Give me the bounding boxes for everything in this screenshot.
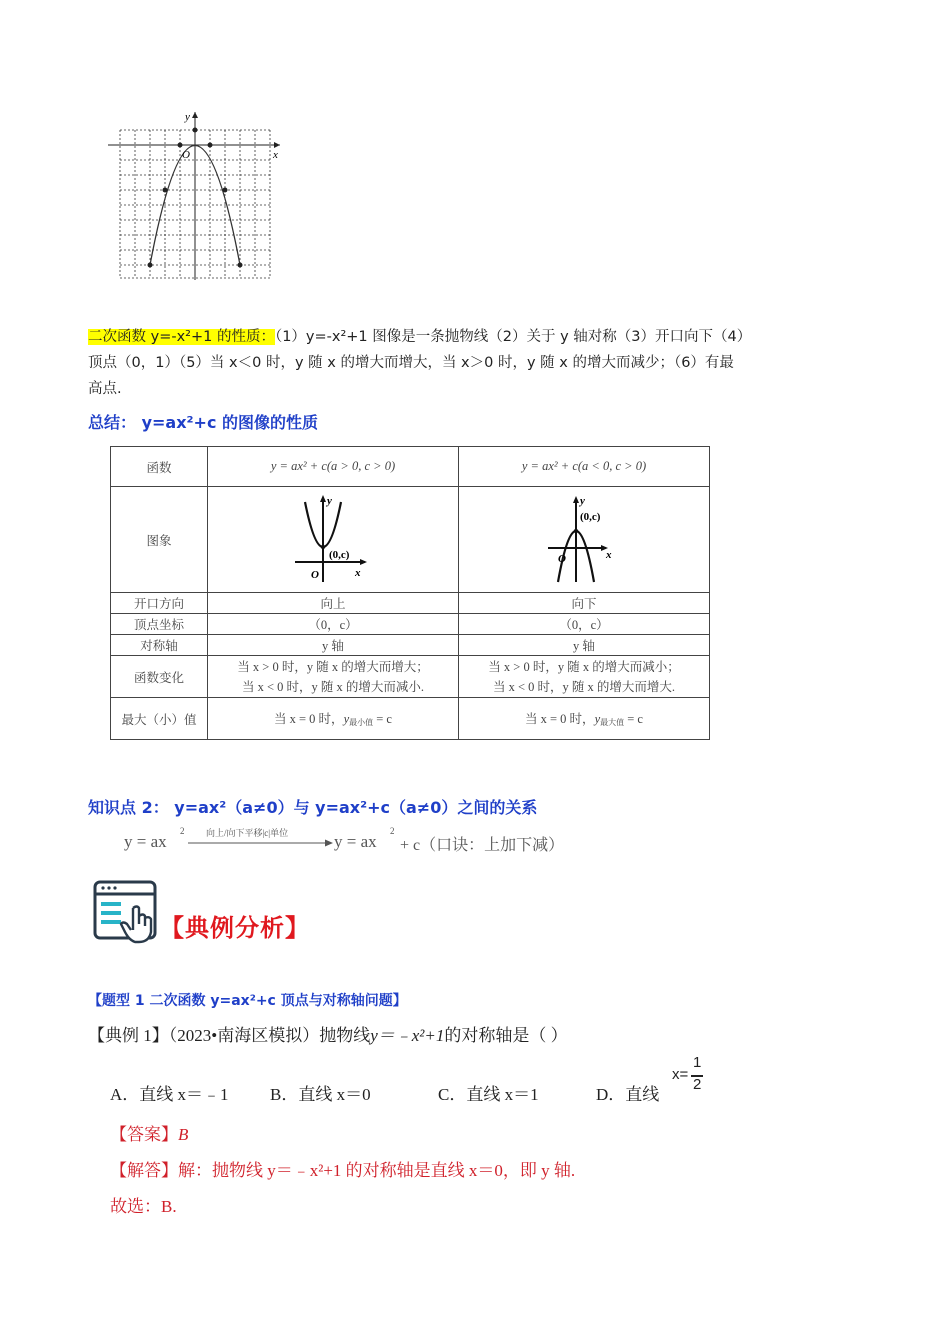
table-row xyxy=(111,635,710,656)
example-question xyxy=(88,1021,568,1046)
col2-opening: 向下 xyxy=(459,593,710,614)
properties-label: 二次函数 y=-x²+1 的性质： xyxy=(88,329,275,345)
answer-value: B xyxy=(178,1125,189,1144)
col2-vertex: （0，c） xyxy=(459,614,710,635)
col1-extreme-y: y xyxy=(343,712,350,726)
row-label: 函数变化 xyxy=(111,656,208,698)
properties-table xyxy=(110,446,710,740)
knowledge2-heading: 知识点 2： y=ax²（a≠0）与 y=ax²+c（a≠0）之间的关系 xyxy=(88,798,538,817)
table-row xyxy=(111,614,710,635)
col1-graph-cell xyxy=(208,487,459,593)
conclusion-line: 故选：B. xyxy=(110,1197,177,1216)
col1-axis: y 轴 xyxy=(208,635,459,656)
col1-extreme xyxy=(208,698,459,740)
solution-line xyxy=(110,1156,575,1181)
option-d-denominator: 2 xyxy=(693,1076,702,1093)
section-banner: 【典例分析】 xyxy=(160,914,310,942)
col1-extreme-sub: 最小值 xyxy=(349,718,374,727)
example-expr: y＝﹣x²+1 xyxy=(370,1026,445,1045)
row-label: 开口方向 xyxy=(111,593,208,614)
col2-extreme-post: = c xyxy=(624,712,643,726)
col2-extreme xyxy=(459,698,710,740)
col1-change xyxy=(208,656,459,698)
graph-point xyxy=(193,128,198,133)
option-d[interactable] xyxy=(596,1054,716,1104)
table-row xyxy=(111,593,710,614)
col2-func: y = ax² + c(a < 0, c > 0) xyxy=(459,447,710,487)
col1-vertex: （0，c） xyxy=(208,614,459,635)
y-axis-label: y xyxy=(185,111,190,123)
col1-extreme-pre: 当 x = 0 时， xyxy=(274,712,344,726)
solution-text: 解：抛物线 y＝﹣x²+1 的对称轴是直线 x＝0，即 y 轴. xyxy=(178,1161,576,1180)
knowledge2-formula xyxy=(124,826,644,860)
col2-extreme-sub: 最大值 xyxy=(600,718,625,727)
col2-origin-label: O xyxy=(558,552,566,565)
row-label: 对称轴 xyxy=(111,635,208,656)
col2-vertex-label: (0,c) xyxy=(580,510,601,523)
row-label: 函数 xyxy=(111,447,208,487)
answer-line xyxy=(110,1120,188,1145)
col2-extreme-y: y xyxy=(594,712,601,726)
answer-label: 【答案】 xyxy=(110,1125,178,1144)
table-row xyxy=(111,447,710,487)
graph-point xyxy=(238,263,243,268)
origin-label: O xyxy=(182,149,190,161)
graph-point xyxy=(223,188,228,193)
graph-point xyxy=(148,263,153,268)
solution-label: 【解答】 xyxy=(110,1161,178,1180)
x-axis-label: x xyxy=(273,149,278,161)
arrow-label: 向上/向下平移|c|单位 xyxy=(206,828,289,838)
col2-y-label: y xyxy=(580,494,585,507)
option-a[interactable]: A．直线 x＝﹣1 xyxy=(110,1085,229,1104)
col2-x-label: x xyxy=(606,548,612,561)
option-b[interactable]: B．直线 x＝0 xyxy=(270,1085,371,1104)
col1-y-label: y xyxy=(327,494,332,507)
col2-change-line: 当 x > 0 时，y 随 x 的增大而减小； xyxy=(488,659,680,674)
col1-vertex-label: (0,c) xyxy=(329,548,350,561)
option-c[interactable]: C．直线 x＝1 xyxy=(438,1085,539,1104)
upward-parabola-graph xyxy=(293,490,373,586)
row-label: 顶点坐标 xyxy=(111,614,208,635)
row-label: 图象 xyxy=(111,487,208,593)
formula-right-tail: + c（口诀：上加下减） xyxy=(400,837,565,854)
table-row xyxy=(111,656,710,698)
col1-extreme-post: = c xyxy=(373,712,392,726)
table-row xyxy=(111,487,710,593)
col1-change-line: 当 x > 0 时，y 随 x 的增大而增大； xyxy=(237,659,429,674)
col2-change-line: 当 x < 0 时，y 随 x 的增大而增大. xyxy=(492,679,676,694)
col2-axis: y 轴 xyxy=(459,635,710,656)
document-pointer-icon xyxy=(93,880,159,944)
col2-change xyxy=(459,656,710,698)
summary-heading: 总结： y=ax²+c 的图像的性质 xyxy=(88,413,318,432)
formula-left: y = ax xyxy=(124,832,167,851)
option-d-label: D．直线 xyxy=(596,1085,660,1104)
option-d-numerator: 1 xyxy=(693,1054,702,1071)
col1-x-label: x xyxy=(355,566,361,579)
col1-change-line: 当 x < 0 时，y 随 x 的增大而减小. xyxy=(241,679,425,694)
col2-extreme-pre: 当 x = 0 时， xyxy=(525,712,595,726)
arrow-right-icon xyxy=(188,838,334,848)
row-label: 最大（小）值 xyxy=(111,698,208,740)
formula-right: y = ax xyxy=(334,832,377,851)
properties-paragraph xyxy=(88,324,748,402)
formula-right-exp: 2 xyxy=(390,826,395,836)
properties-text: （1）y=-x²+1 图像是一条抛物线（2）关于 y 轴对称（3）开口向下（4）顶点（0，1）（5）当 x＜0 时，y 随 x 的增大而增大，当 x＞0 时，y 随 x 的增大而减少；（6）有最高点. xyxy=(88,329,744,397)
example-suffix: 的对称轴是（ ） xyxy=(444,1026,568,1045)
col1-func: y = ax² + c(a > 0, c > 0) xyxy=(208,447,459,487)
option-d-expr: x= xyxy=(672,1066,689,1083)
formula-left-exp: 2 xyxy=(180,826,185,836)
downward-parabola-graph xyxy=(544,490,624,586)
col1-origin-label: O xyxy=(311,568,319,581)
graph-point xyxy=(178,143,183,148)
col2-graph-cell xyxy=(459,487,710,593)
graph-point xyxy=(163,188,168,193)
topic-heading: 【题型 1 二次函数 y=ax²+c 顶点与对称轴问题】 xyxy=(88,993,407,1009)
example-prefix: 【典例 1】（2023•南海区模拟）抛物线 xyxy=(88,1026,371,1045)
table-row xyxy=(111,698,710,740)
parabola-graph xyxy=(105,108,285,283)
graph-point xyxy=(208,143,213,148)
col1-opening: 向上 xyxy=(208,593,459,614)
